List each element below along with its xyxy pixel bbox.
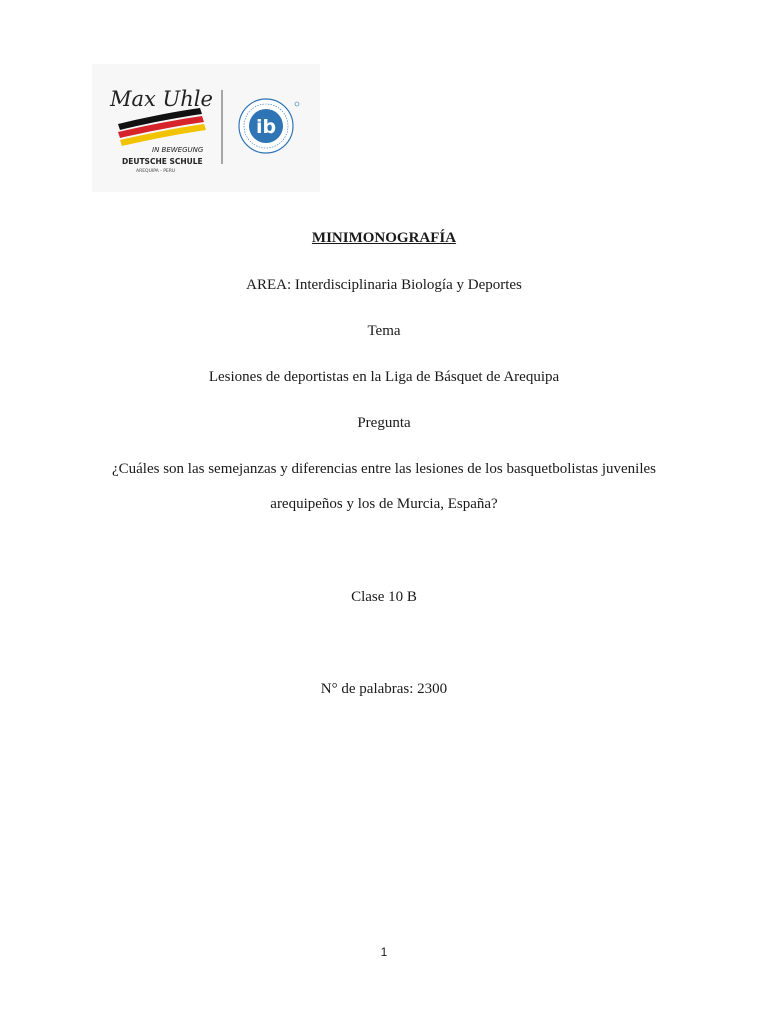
school-wordmark: Max Uhle: [110, 87, 213, 111]
logo-graphic: [92, 64, 320, 192]
school-logo-banner: [92, 64, 320, 192]
school-tagline: IN BEWEGUNG: [152, 146, 204, 154]
ib-logo-icon: [239, 99, 299, 153]
tema-label: Tema: [367, 323, 401, 339]
school-city: AREQUIPA - PERU: [136, 169, 176, 174]
school-name: DEUTSCHE SCHULE: [122, 157, 203, 166]
palabras-line: N° de palabras: 2300: [320, 681, 448, 697]
clase-line: Clase 10 B: [351, 589, 417, 605]
area-line: AREA: Interdisciplinaria Biología y Deportes: [246, 277, 522, 293]
document-title: MINIMONOGRAFÍA: [311, 230, 457, 246]
ib-mark: ib: [255, 116, 277, 138]
pregunta-line-2: arequipeños y los de Murcia, España?: [270, 496, 498, 512]
page-number: 1: [380, 945, 388, 959]
tema-value: Lesiones de deportistas en la Liga de Básquet de Arequipa: [208, 369, 560, 385]
pregunta-label: Pregunta: [357, 415, 411, 431]
pregunta-line-1: ¿Cuáles son las semejanzas y diferencias entre las lesiones de los basquetbolistas juveniles: [111, 461, 656, 477]
